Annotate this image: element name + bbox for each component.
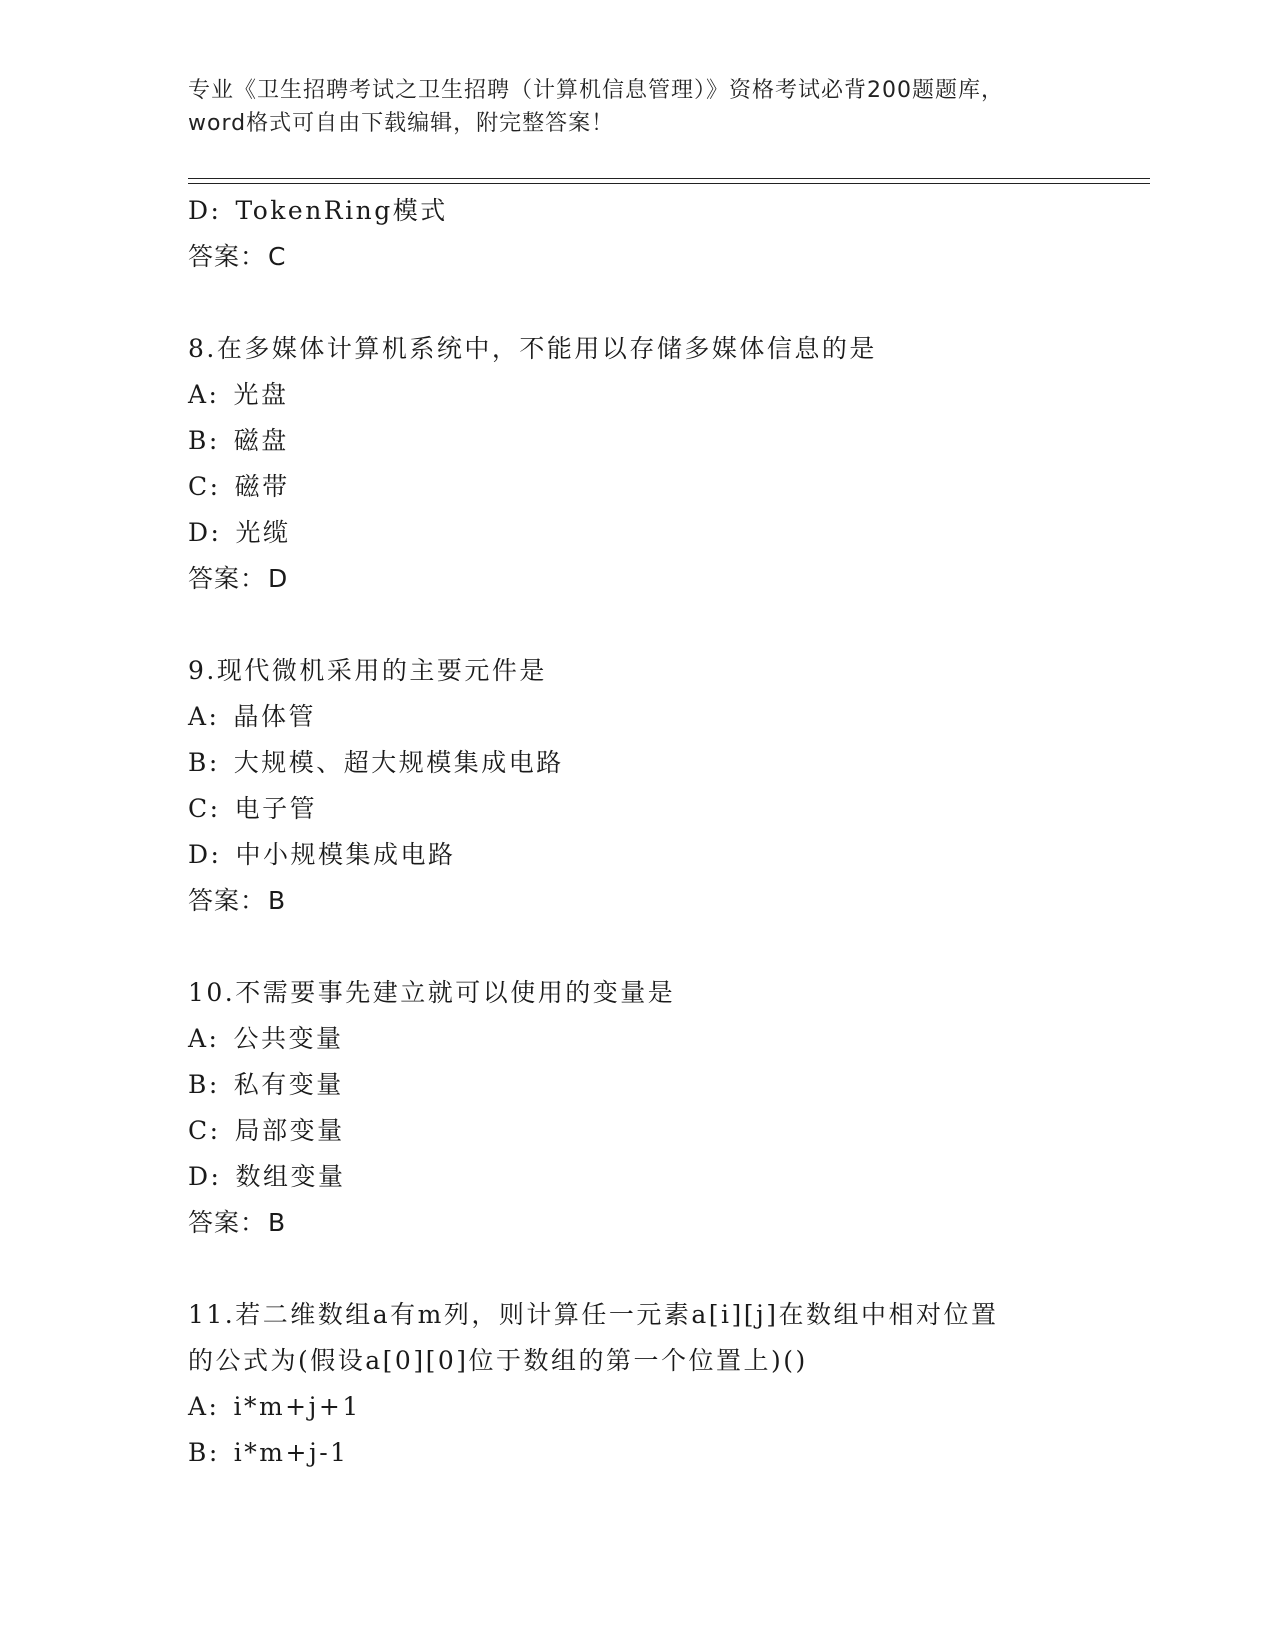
answer-line (188, 234, 1088, 280)
option-key: A: (188, 1392, 220, 1421)
option-d (188, 832, 1088, 878)
option-key: A: (188, 380, 220, 409)
option-text: 大规模、超大规模集成电路 (233, 748, 564, 777)
option-text: 光缆 (235, 518, 291, 547)
answer-label: 答案： (188, 886, 267, 915)
document-header (188, 74, 1088, 140)
option-key: C: (188, 472, 221, 501)
option-key: B: (188, 1070, 220, 1099)
option-key: D: (188, 196, 222, 225)
option-key: D: (188, 1162, 222, 1191)
option-c (188, 464, 1088, 510)
option-key: B: (188, 748, 220, 777)
option-key: D: (188, 840, 222, 869)
option-b (188, 418, 1088, 464)
option-text: i*m+j-1 (233, 1438, 349, 1467)
option-b (188, 740, 1088, 786)
answer-label: 答案： (188, 1208, 267, 1237)
option-b (188, 1062, 1088, 1108)
option-text: 晶体管 (233, 702, 316, 731)
option-key: B: (188, 426, 220, 455)
header-line-2: word格式可自由下载编辑，附完整答案！ (188, 111, 615, 136)
option-text: 光盘 (233, 380, 289, 409)
question-stem-line-1: 11.若二维数组a有m列，则计算任一元素a[i][j]在数组中相对位置 (188, 1300, 999, 1329)
option-key: A: (188, 1024, 220, 1053)
option-key: A: (188, 702, 220, 731)
option-text: 数组变量 (235, 1162, 346, 1191)
answer-value: C (268, 242, 287, 271)
option-text: 电子管 (234, 794, 318, 823)
question-stem-line-2: 的公式为(假设a[0][0]位于数组的第一个位置上)() (188, 1346, 808, 1375)
option-c (188, 1108, 1088, 1154)
option-key: B: (188, 1438, 220, 1467)
option-a (188, 372, 1088, 418)
option-key: C: (188, 794, 221, 823)
answer-line (188, 1200, 1088, 1246)
option-a (188, 694, 1088, 740)
option-text: i*m+j+1 (233, 1392, 361, 1421)
question-stem: 9.现代微机采用的主要元件是 (188, 656, 547, 685)
option-key: C: (188, 1116, 221, 1145)
option-a (188, 1016, 1088, 1062)
answer-value: D (268, 564, 289, 593)
header-divider-bottom (188, 183, 1150, 184)
option-key: D: (188, 518, 222, 547)
question-stem: 8.在多媒体计算机系统中，不能用以存储多媒体信息的是 (188, 334, 877, 363)
option-text: 私有变量 (233, 1070, 344, 1099)
option-text: 公共变量 (233, 1024, 344, 1053)
question-list (188, 188, 1088, 1476)
option-b (188, 1430, 1088, 1476)
answer-line (188, 878, 1088, 924)
answer-value: B (268, 886, 287, 915)
header-line-1: 专业《卫生招聘考试之卫生招聘（计算机信息管理）》资格考试必背200题题库， (188, 78, 1004, 103)
header-divider-top (188, 178, 1150, 179)
option-text: TokenRing模式 (235, 196, 448, 225)
option-text: 局部变量 (234, 1116, 345, 1145)
answer-label: 答案： (188, 242, 267, 271)
answer-line (188, 556, 1088, 602)
option-d (188, 1154, 1088, 1200)
option-text: 磁带 (234, 472, 290, 501)
option-text: 中小规模集成电路 (235, 840, 456, 869)
answer-label: 答案： (188, 564, 267, 593)
option-text: 磁盘 (233, 426, 289, 455)
option-d (188, 188, 1088, 234)
answer-value: B (268, 1208, 287, 1237)
option-a (188, 1384, 1088, 1430)
question-stem: 10.不需要事先建立就可以使用的变量是 (188, 978, 676, 1007)
option-d (188, 510, 1088, 556)
option-c (188, 786, 1088, 832)
